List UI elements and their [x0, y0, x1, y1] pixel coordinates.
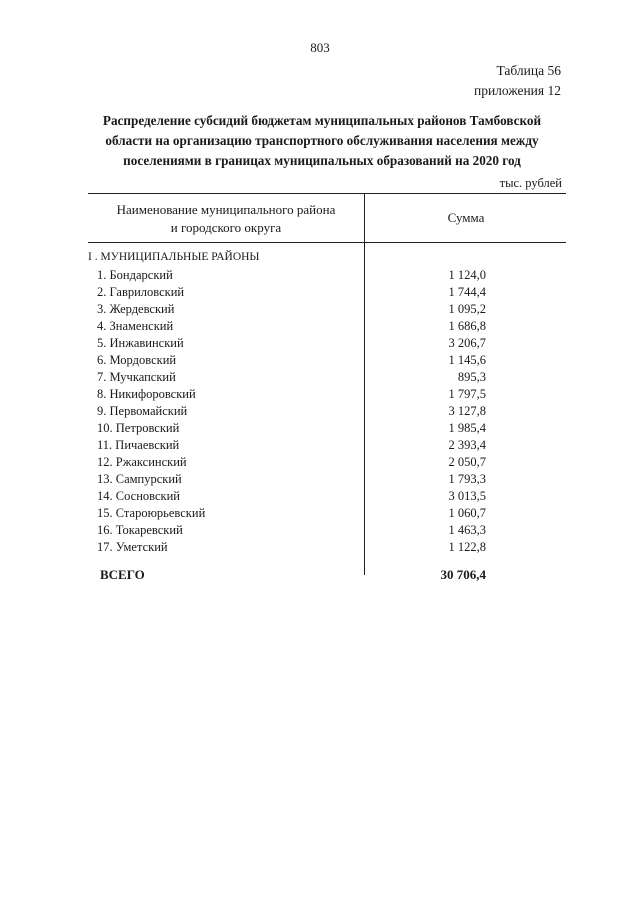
district-name: 6. Мордовский — [97, 353, 177, 367]
table-body — [0, 268, 640, 557]
district-amount: 1 060,7 — [448, 506, 486, 520]
table-row — [0, 472, 640, 489]
document-title — [86, 111, 558, 171]
section-heading: I . МУНИЦИПАЛЬНЫЕ РАЙОНЫ — [88, 251, 260, 263]
district-name: 12. Ржаксинский — [97, 455, 187, 469]
table-row — [0, 421, 640, 438]
table-row — [0, 506, 640, 523]
total-value: 30 706,4 — [440, 567, 486, 582]
district-amount: 895,3 — [457, 370, 486, 384]
table-row — [0, 302, 640, 319]
table-header-rule — [88, 242, 566, 243]
district-amount: 1 744,4 — [448, 285, 486, 299]
district-name: 15. Староюрьевский — [97, 506, 206, 520]
table-reference-line1: Таблица 56 — [496, 63, 561, 78]
district-name: 8. Никифоровский — [97, 387, 196, 401]
table-row — [0, 523, 640, 540]
district-name: 16. Токаревский — [97, 523, 183, 537]
table-row — [0, 404, 640, 421]
table-top-rule — [88, 193, 566, 194]
district-name: 1. Бондарский — [97, 268, 173, 282]
district-name: 2. Гавриловский — [97, 285, 185, 299]
district-name: 10. Петровский — [97, 421, 180, 435]
district-name: 4. Знаменский — [97, 319, 174, 333]
column-header-name-line2: и городского округа — [170, 220, 282, 235]
district-name: 11. Пичаевский — [97, 438, 180, 452]
table-row — [0, 319, 640, 336]
table-row — [0, 455, 640, 472]
total-label: ВСЕГО — [100, 567, 145, 582]
table-row — [0, 268, 640, 285]
district-amount: 1 985,4 — [448, 421, 486, 435]
district-amount: 1 145,6 — [448, 353, 486, 367]
district-name: 14. Сосновский — [97, 489, 180, 503]
title-line3: поселениями в границах муниципальных образований на 2020 год — [123, 153, 521, 168]
table-row — [0, 489, 640, 506]
table-row — [0, 285, 640, 302]
district-amount: 1 797,5 — [448, 387, 486, 401]
district-amount: 1 686,8 — [448, 319, 486, 333]
table-row — [0, 353, 640, 370]
title-line2: области на организацию транспортного обслуживания населения между — [105, 133, 539, 148]
district-name: 7. Мучкапский — [97, 370, 176, 384]
table-row — [0, 540, 640, 557]
page-number: 803 — [310, 40, 330, 55]
units-label: тыс. рублей — [499, 176, 562, 190]
district-amount: 3 206,7 — [448, 336, 486, 350]
column-header-sum: Сумма — [447, 210, 485, 225]
column-header-name-line1: Наименование муниципального района — [116, 202, 336, 217]
district-amount: 1 095,2 — [448, 302, 486, 316]
district-amount: 1 124,0 — [448, 268, 486, 282]
district-amount: 2 393,4 — [448, 438, 486, 452]
table-row — [0, 387, 640, 404]
table-reference-line2: приложения 12 — [473, 83, 561, 98]
district-name: 5. Инжавинский — [97, 336, 184, 350]
district-amount: 1 793,3 — [448, 472, 486, 486]
table-row — [0, 438, 640, 455]
table-reference — [474, 61, 561, 101]
table-row — [0, 336, 640, 353]
district-amount: 3 127,8 — [448, 404, 486, 418]
district-amount: 1 122,8 — [448, 540, 486, 554]
district-amount: 2 050,7 — [448, 455, 486, 469]
district-amount: 3 013,5 — [448, 489, 486, 503]
district-name: 3. Жердевский — [97, 302, 175, 316]
district-name: 17. Уметский — [97, 540, 168, 554]
total-row — [0, 567, 640, 584]
column-header-name — [90, 201, 362, 237]
table-row — [0, 370, 640, 387]
district-name: 13. Сампурский — [97, 472, 182, 486]
title-line1: Распределение субсидий бюджетам муниципальных районов Тамбовской — [102, 113, 542, 128]
district-name: 9. Первомайский — [97, 404, 188, 418]
district-amount: 1 463,3 — [448, 523, 486, 537]
